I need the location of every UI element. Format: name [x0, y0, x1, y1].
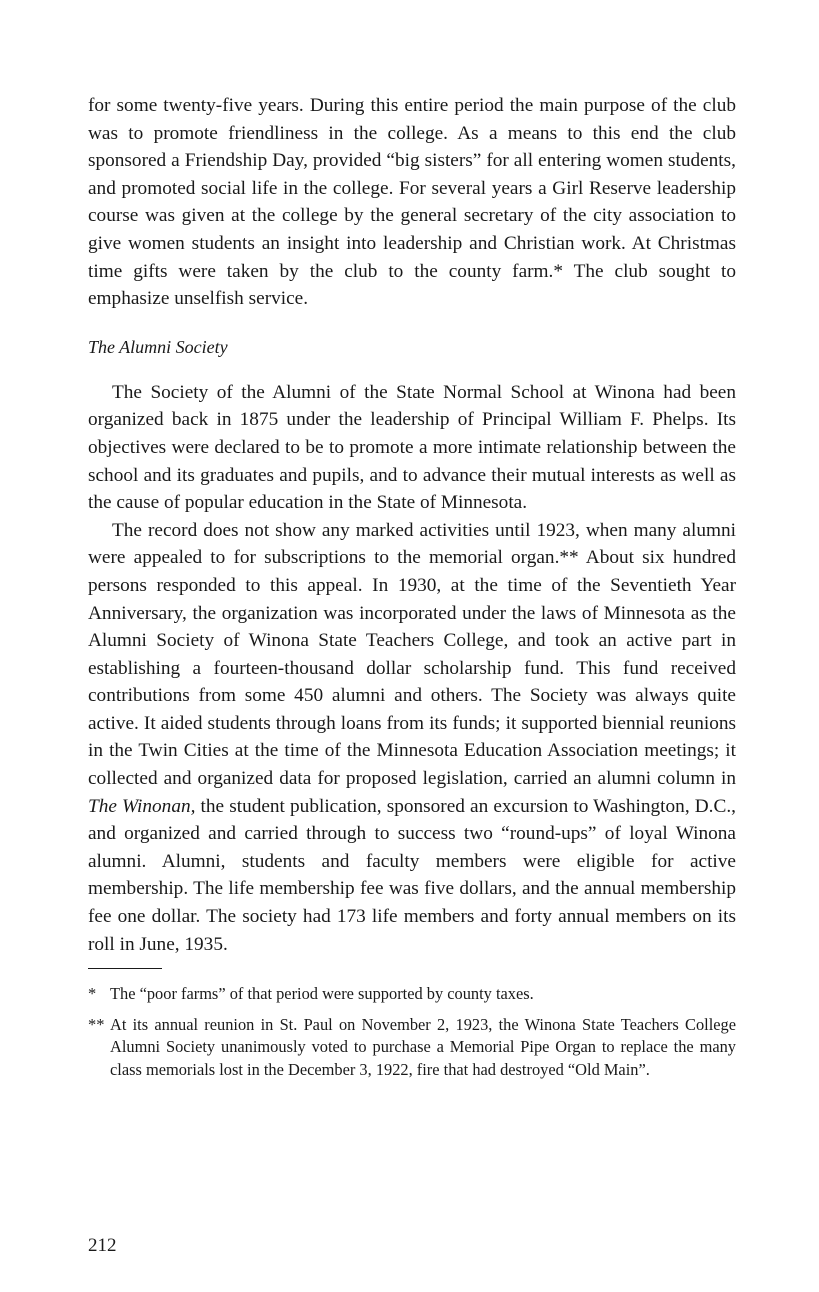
- footnote-text: The “poor farms” of that period were supported by county taxes.: [110, 984, 534, 1004]
- body-paragraph: for some twenty-five years. During this entire period the main purpose of the club was to promote friendliness in the college. As a means to this end the club sponsored a Friendship Day, provided “big sisters” for all entering women students, and promoted social life in the college. For several years a Girl Reserve leadership course was given at the college by the general secretary of the city association to give women students an insight into leadership and Christian work. At Christmas time gifts were taken by the club to the county farm.* The club sought to emphasize unselfish service.: [88, 95, 736, 310]
- footnote-divider: [88, 968, 162, 969]
- footnote-mark: **: [88, 1014, 105, 1034]
- footnote-mark: *: [88, 984, 97, 1004]
- page-number: 212: [88, 1235, 117, 1256]
- publication-title: The Winonan,: [88, 795, 196, 817]
- paragraph-text: the student publication, sponsored an excursion to Washington, D.C., and organized and carried through to success two “round-ups” of loyal Winona alumni. Alumni, students and faculty members were eligible for active membership. The life membership fee was five dollars, and the annual membership fee one dollar. The society had 173 life members and forty annual members on its roll in June, 1935.: [88, 795, 736, 955]
- body-paragraph: [88, 517, 736, 959]
- body-paragraph: The Society of the Alumni of the State Normal School at Winona had been organized back in 1875 under the leadership of Principal William F. Phelps. Its objectives were declared to be to promote a more intimate relationship between the school and its graduates and pupils, and to advance their mutual interests as well as the cause of popular education in the State of Minnesota.: [88, 381, 736, 514]
- section-heading: The Alumni Society: [88, 336, 228, 357]
- footnote: [88, 983, 736, 1006]
- footnote: [88, 1014, 736, 1082]
- footnote-text: At its annual reunion in St. Paul on November 2, 1923, the Winona State Teachers College Alumni Society unanimously voted to purchase a Memorial Pipe Organ to replace the many class memorials lost in the December 3, 1922, fire that had destroyed “Old Main”.: [110, 1014, 736, 1079]
- paragraph-text: The record does not show any marked activities until 1923, when many alumni were appealed to for subscriptions to the memorial organ.** About six hundred persons responded to this appeal. In 1930, at the time of the Seventieth Year Anniversary, the organization was incorporated under the laws of Minnesota as the Alumni Society of Winona State Teachers College, and took an active part in establishing a fourteen-thousand dollar scholarship fund. This fund received contributions from some 450 alumni and others. The Society was always quite active. It aided students through loans from its funds; it supported biennial reunions in the Twin Cities at the time of the Minnesota Education Association meetings; it collected and organized data for proposed legislation, carried an alumni column in: [88, 519, 736, 790]
- page-content: [88, 92, 736, 1090]
